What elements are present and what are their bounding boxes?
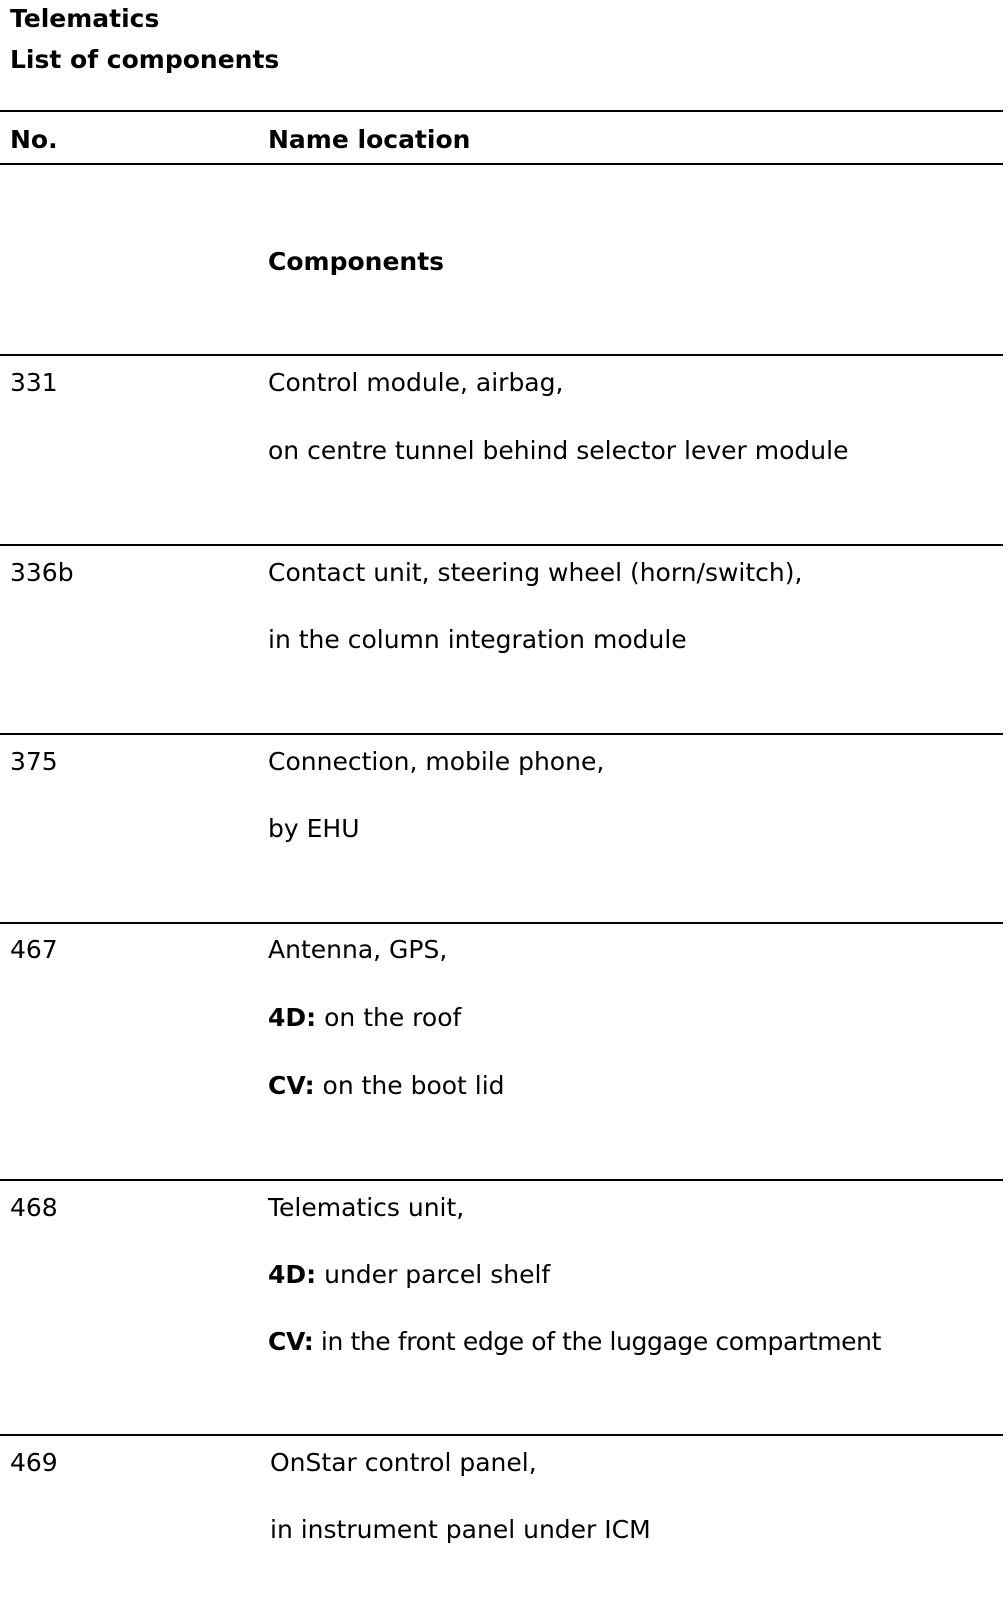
row-line — [268, 1327, 881, 1357]
row-line: OnStar control panel, — [270, 1448, 537, 1477]
row-number: 469 — [10, 1448, 58, 1477]
row-number: 331 — [10, 368, 58, 397]
row-line — [268, 1071, 505, 1101]
row-line: Telematics unit, — [268, 1193, 465, 1222]
row-line: Control module, airbag, — [268, 368, 564, 397]
variant-location: in the front edge of the luggage compartment — [313, 1327, 882, 1356]
row-number: 468 — [10, 1193, 58, 1222]
table-top-rule — [0, 110, 1003, 112]
variant-location: on the roof — [316, 1003, 462, 1032]
variant-label: 4D: — [268, 1260, 317, 1289]
row-number: 467 — [10, 935, 58, 964]
column-header-no: No. — [10, 125, 58, 154]
section-title: Telematics — [10, 4, 160, 33]
row-divider — [0, 922, 1003, 924]
row-line: Antenna, GPS, — [268, 935, 448, 964]
row-line: Contact unit, steering wheel (horn/switch), — [268, 558, 803, 587]
row-divider — [0, 544, 1003, 546]
variant-location: under parcel shelf — [316, 1260, 551, 1289]
row-number: 336b — [10, 558, 74, 587]
row-divider — [0, 1179, 1003, 1181]
page-title: List of components — [10, 45, 280, 74]
variant-location: on the boot lid — [314, 1071, 505, 1100]
row-divider — [0, 354, 1003, 356]
row-divider — [0, 733, 1003, 735]
row-line: by EHU — [268, 814, 360, 843]
row-line: Connection, mobile phone, — [268, 747, 605, 776]
row-line: in the column integration module — [268, 625, 687, 654]
row-line — [268, 1003, 461, 1033]
variant-label: 4D: — [268, 1003, 317, 1032]
header-bottom-rule — [0, 163, 1003, 165]
row-number: 375 — [10, 747, 58, 776]
group-heading: Components — [268, 247, 445, 276]
column-header-name-location: Name location — [268, 125, 471, 154]
row-line: on centre tunnel behind selector lever module — [268, 436, 849, 465]
variant-label: CV: — [268, 1071, 315, 1100]
row-line — [268, 1260, 550, 1290]
variant-label: CV: — [268, 1327, 314, 1356]
row-line: in instrument panel under ICM — [270, 1515, 651, 1544]
row-divider — [0, 1434, 1003, 1436]
